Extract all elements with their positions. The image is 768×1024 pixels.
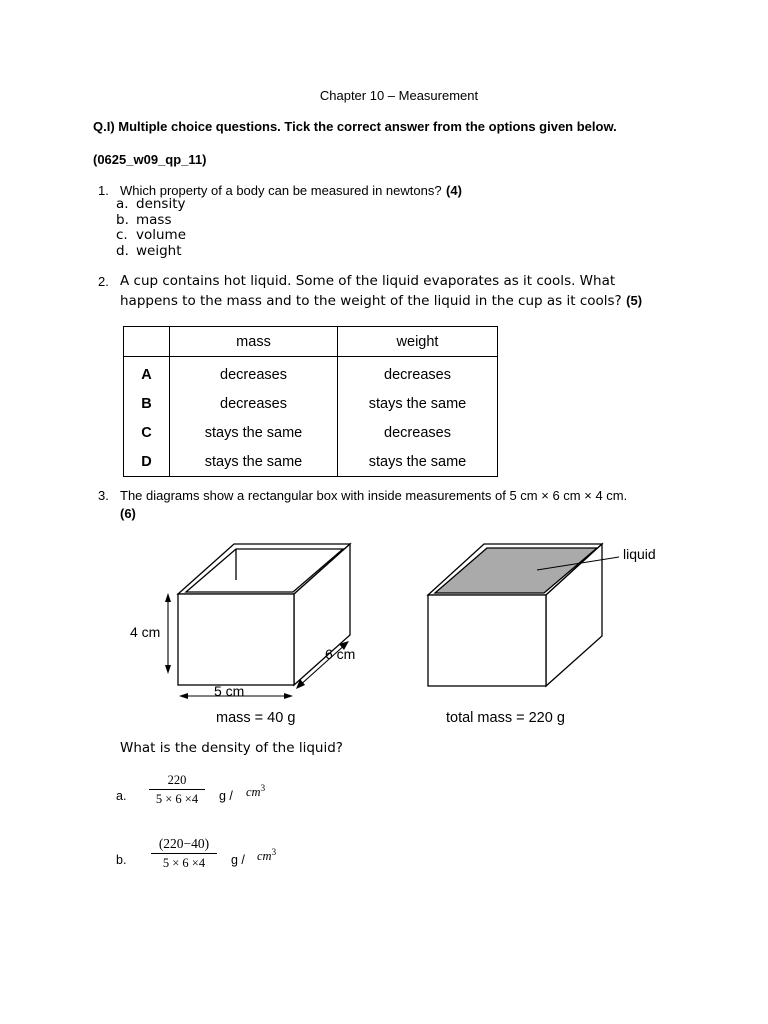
table-row[interactable] (124, 389, 498, 418)
row-letter: C (124, 418, 170, 447)
answer-table (123, 326, 498, 477)
fraction-numerator: (220−40) (151, 836, 217, 854)
fraction-denominator: 5 × 6 ×4 (162, 856, 206, 870)
option-b[interactable] (116, 213, 186, 229)
row-letter: A (124, 357, 170, 390)
option-text: mass (136, 211, 172, 228)
question-1-text: Which property of a body can be measured in newtons? (120, 183, 442, 198)
question-2-line-2: happens to the mass and to the weight of the liquid in the cup as it cools? (120, 293, 622, 309)
page-title: Chapter 10 – Measurement (319, 88, 479, 103)
answer-a-unit: g / (219, 789, 233, 803)
question-number: 2. (98, 274, 109, 289)
table-row[interactable] (124, 418, 498, 447)
height-label: 4 cm (130, 624, 161, 640)
width-label: 5 cm (214, 683, 245, 699)
unit-cm: cm (246, 785, 261, 800)
option-letter: d. (116, 242, 129, 259)
table-header-weight: weight (338, 327, 498, 357)
section-heading: Q.I) Multiple choice questions. Tick the correct answer from the options given below. (93, 119, 617, 134)
option-c[interactable] (116, 228, 186, 244)
table-row[interactable] (124, 447, 498, 477)
answer-b-fraction (151, 836, 217, 871)
empty-mass-label: mass = 40 g (216, 710, 296, 726)
question-2-marks: (5) (626, 293, 643, 308)
question-number: 1. (98, 183, 109, 198)
question-3-marks: (6) (120, 506, 136, 521)
depth-label: 6 cm (325, 646, 356, 662)
fraction-denominator: 5 × 6 ×4 (155, 792, 199, 806)
row-mass: decreases (170, 357, 338, 390)
answer-a-cm3 (246, 783, 265, 800)
option-text: weight (136, 242, 182, 259)
question-3-text: The diagrams show a rectangular box with inside measurements of 5 cm × 6 cm × 4 cm. (120, 488, 628, 503)
row-weight: decreases (338, 418, 498, 447)
table-header-blank (124, 327, 170, 357)
row-weight: decreases (338, 357, 498, 390)
liquid-label: liquid (623, 546, 656, 562)
answer-b-letter[interactable]: b. (116, 853, 127, 867)
question-1-marks: (4) (446, 183, 462, 198)
row-letter: D (124, 447, 170, 477)
table-header-mass: mass (170, 327, 338, 357)
fraction-numerator: 220 (149, 773, 205, 790)
option-text: density (136, 196, 186, 212)
option-letter: a. (116, 196, 129, 212)
unit-exponent: 3 (260, 783, 266, 793)
question-2-line-2-wrap (120, 292, 642, 310)
answer-a-fraction (149, 773, 205, 807)
question-1-options (116, 197, 186, 259)
question-number: 3. (98, 488, 109, 503)
unit-exponent: 3 (271, 847, 277, 857)
option-text: volume (136, 227, 187, 243)
box-front (428, 595, 546, 686)
question-2-line-1: A cup contains hot liquid. Some of the liquid evaporates as it cools. What (120, 273, 616, 289)
answer-b-cm3 (257, 847, 276, 864)
row-mass: stays the same (170, 418, 338, 447)
answer-a-letter[interactable]: a. (116, 789, 127, 803)
row-weight: stays the same (338, 447, 498, 477)
option-a[interactable] (116, 197, 186, 213)
answer-b-unit: g / (231, 853, 245, 867)
paper-code: (0625_w09_qp_11) (93, 152, 207, 167)
row-mass: decreases (170, 389, 338, 418)
option-letter: b. (116, 211, 129, 228)
unit-cm: cm (257, 849, 272, 864)
table-row[interactable] (124, 357, 498, 390)
row-letter: B (124, 389, 170, 418)
density-question: What is the density of the liquid? (120, 740, 343, 756)
total-mass-label: total mass = 220 g (446, 710, 565, 726)
box-front (178, 594, 294, 685)
question-1 (98, 182, 109, 200)
row-mass: stays the same (170, 447, 338, 477)
option-letter: c. (116, 227, 128, 243)
option-d[interactable] (116, 244, 186, 260)
row-weight: stays the same (338, 389, 498, 418)
